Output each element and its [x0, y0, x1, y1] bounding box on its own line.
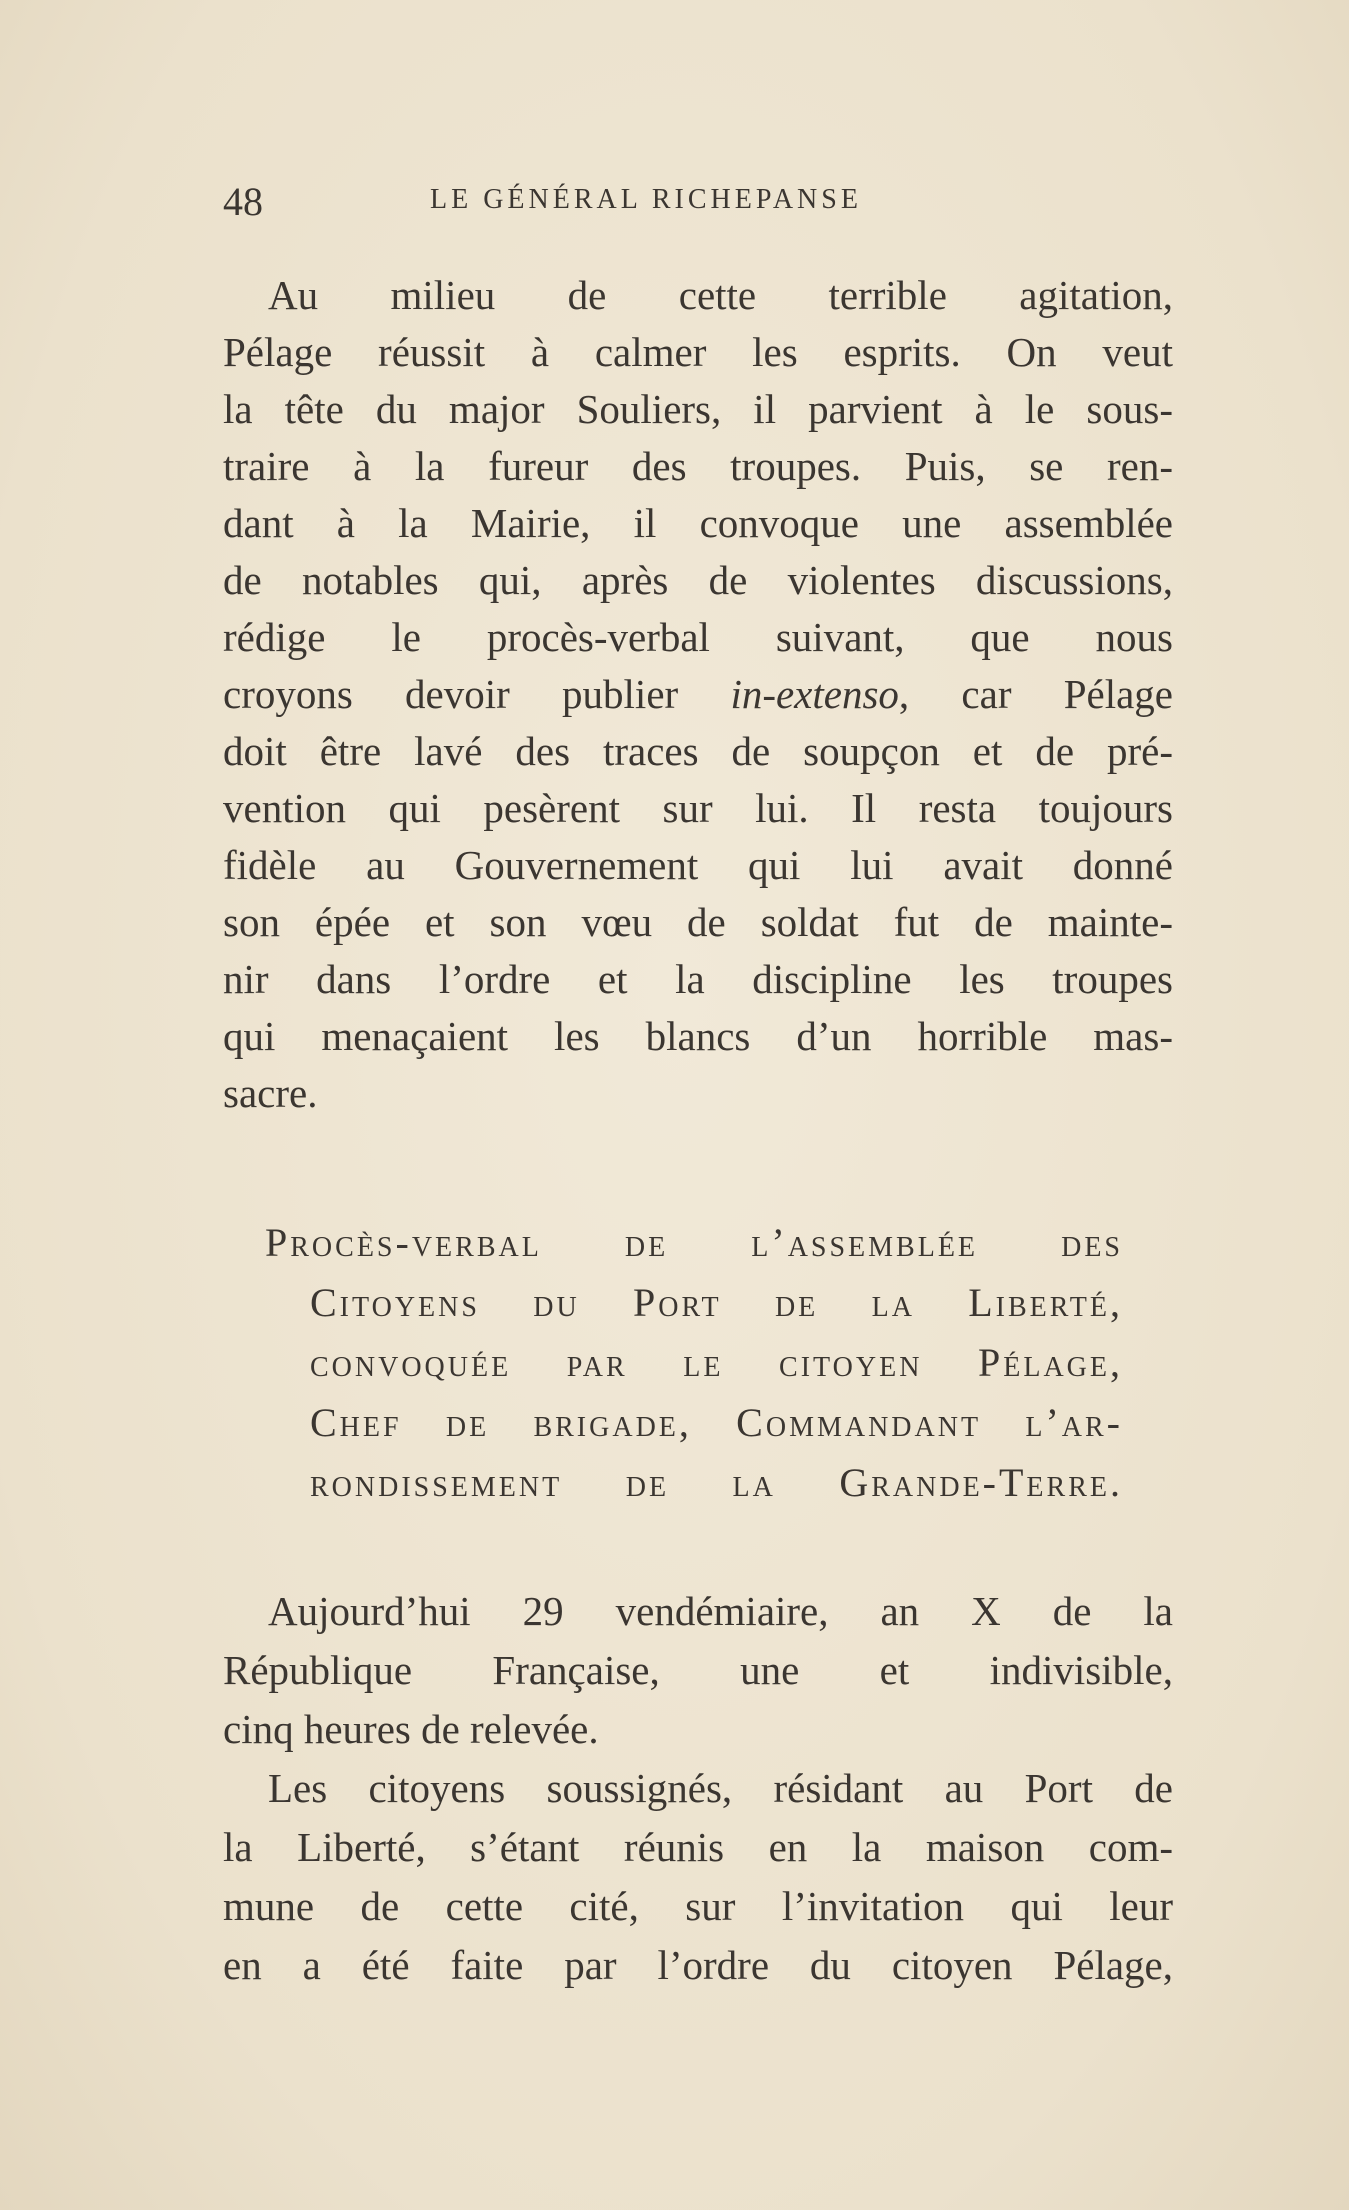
section-heading-line: Procès-verbal de l’assemblée des — [265, 1220, 1123, 1265]
text-line: fidèle au Gouvernement qui lui avait donné — [223, 842, 1173, 888]
section-heading-line: convoquée par le citoyen Pélage, — [310, 1340, 1123, 1385]
text-line: qui menaçaient les blancs d’un horrible mas- — [223, 1013, 1173, 1059]
text-line: rédige le procès-verbal suivant, que nous — [223, 614, 1173, 660]
text-line: République Française, une et indivisible, — [223, 1647, 1173, 1693]
text-line: nir dans l’ordre et la discipline les troupes — [223, 956, 1173, 1002]
page-number: 48 — [223, 179, 263, 224]
text-segment: croyons devoir publier — [223, 671, 731, 717]
text-line: la tête du major Souliers, il parvient à le sous- — [223, 386, 1173, 432]
text-line: en a été faite par l’ordre du citoyen Pélage, — [223, 1942, 1173, 1988]
text-line: Les citoyens soussignés, résidant au Port de — [268, 1765, 1173, 1811]
section-heading-line: Citoyens du Port de la Liberté, — [310, 1280, 1123, 1325]
text-line: Aujourd’hui 29 vendémiaire, an X de la — [268, 1588, 1173, 1634]
italic-term: in-extenso — [730, 671, 899, 717]
text-line: vention qui pesèrent sur lui. Il resta toujours — [223, 785, 1173, 831]
text-line: traire à la fureur des troupes. Puis, se ren- — [223, 443, 1173, 489]
text-line: dant à la Mairie, il convoque une assemblée — [223, 500, 1173, 546]
text-line: Au milieu de cette terrible agitation, — [268, 272, 1173, 318]
text-line: son épée et son vœu de soldat fut de mainte- — [223, 899, 1173, 945]
text-line: de notables qui, après de violentes discussions, — [223, 557, 1173, 603]
running-title: LE GÉNÉRAL RICHEPANSE — [430, 184, 862, 215]
text-line: la Liberté, s’étant réunis en la maison com- — [223, 1824, 1173, 1870]
text-line: Pélage réussit à calmer les esprits. On veut — [223, 329, 1173, 375]
text-line: doit être lavé des traces de soupçon et de pré- — [223, 728, 1173, 774]
text-line: mune de cette cité, sur l’invitation qui leur — [223, 1883, 1173, 1929]
section-heading-line: Chef de brigade, Commandant l’ar- — [310, 1400, 1123, 1445]
text-line: cinq heures de relevée. — [223, 1706, 599, 1752]
section-heading-line: rondissement de la Grande-Terre. — [310, 1460, 1123, 1505]
text-line: sacre. — [223, 1070, 318, 1116]
text-segment: , car Pélage — [898, 671, 1174, 717]
text-line — [223, 669, 1173, 719]
